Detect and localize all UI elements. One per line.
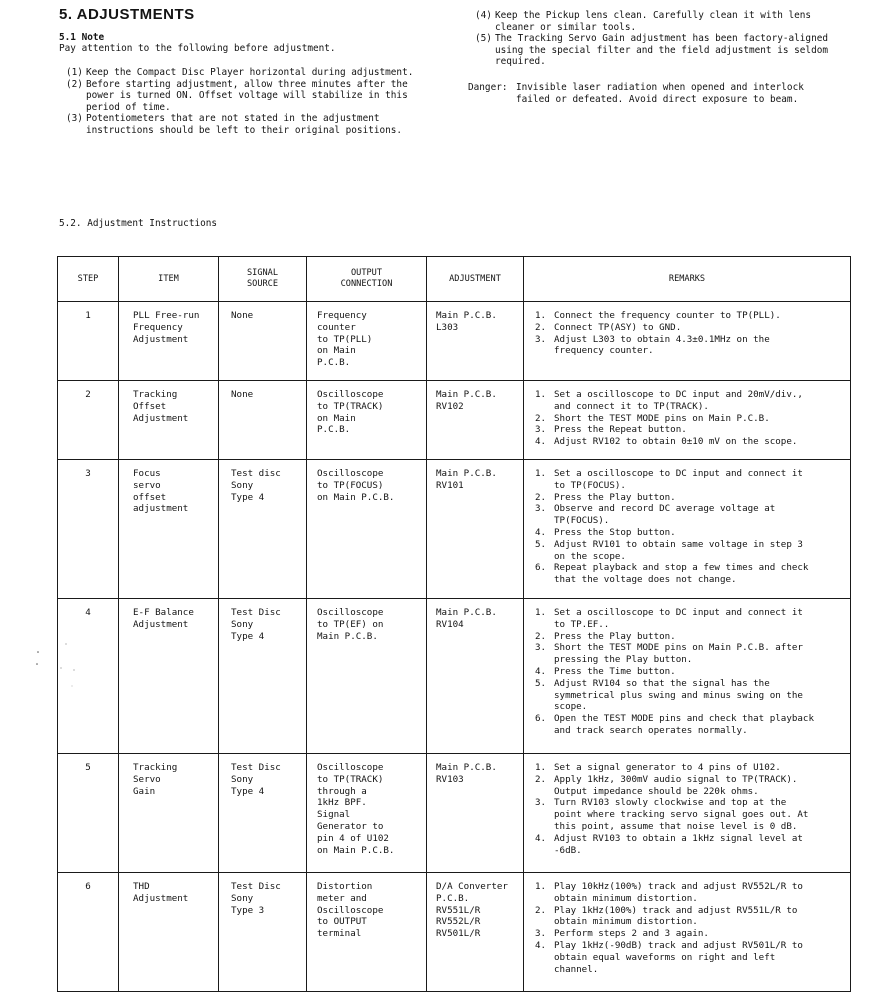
note-item-line: power is turned ON. Offset voltage will stabilize in this [86, 90, 408, 102]
output-connection-line: pin 4 of U102 [317, 832, 389, 844]
header-text: SIGNAL [246, 268, 279, 278]
header-text: ADJUSTMENT [449, 273, 501, 284]
remark-number: 6. [535, 713, 547, 725]
item-cell [119, 302, 219, 381]
output-connection-line: terminal [317, 928, 362, 940]
note-item-number: (5) [475, 33, 492, 45]
remark-line: Adjust RV104 so that the signal has the [554, 677, 770, 689]
remark-line: scope. [554, 701, 588, 713]
remark-number: 4. [535, 939, 547, 951]
output-connection-line: Oscilloscope [317, 762, 384, 773]
signal-source-line: Test disc [231, 468, 281, 479]
note-item-line: Potentiometers that are not stated in the adjustment [86, 113, 380, 125]
remark-item [535, 310, 844, 322]
output-connection-line: Frequency [317, 310, 367, 321]
output-connection-line: on Main P.C.B. [317, 491, 395, 503]
remark-line: obtain equal waveforms on right and left [554, 951, 776, 963]
remark-number: 1. [535, 310, 547, 321]
adjustment-line: Main P.C.B. [436, 762, 497, 773]
remark-line: Adjust RV101 to obtain same voltage in step 3 [554, 538, 803, 550]
item-line: Offset [133, 400, 167, 412]
output-connection-line: to TP(TRACK) [317, 400, 384, 412]
item-line: Adjustment [133, 412, 189, 424]
step-line: 6 [85, 881, 91, 892]
remark-line: to TP(FOCUS). [554, 479, 626, 491]
step-cell [58, 302, 119, 381]
item-line: Gain [133, 785, 156, 797]
output-connection-line: Signal [317, 809, 351, 821]
remark-line: -6dB. [554, 844, 582, 856]
item-line: Tracking [133, 389, 178, 400]
adjustment-table [57, 256, 851, 992]
output-connection-line: to TP(PLL) [317, 333, 373, 345]
remark-line: Apply 1kHz, 300mV audio signal to TP(TRACK). [554, 773, 798, 785]
item-line: Tracking [133, 762, 178, 773]
header-output-connection [307, 257, 427, 302]
note-item-line: period of time. [86, 101, 171, 113]
header-text: CONNECTION [340, 279, 393, 289]
item-line: Focus [133, 468, 161, 479]
step-cell [58, 754, 119, 873]
signal-source-cell [219, 599, 307, 754]
output-connection-line: through a [317, 785, 367, 797]
table-row [58, 302, 851, 381]
remark-number: 1. [535, 607, 547, 618]
header-text: ITEM [158, 273, 179, 284]
output-connection-line: to TP(TRACK) [317, 773, 384, 785]
remark-number: 5. [535, 677, 547, 689]
danger-line: failed or defeated. Avoid direct exposure to beam. [516, 93, 799, 105]
remark-item [535, 389, 844, 413]
output-connection-line: meter and [317, 892, 367, 904]
remark-line: Press the Time button. [554, 665, 676, 677]
signal-source-line: Type 3 [231, 904, 265, 916]
remark-line: to TP.EF.. [554, 618, 610, 630]
output-connection-line: Oscilloscope [317, 607, 384, 618]
note-item-number: (3) [66, 113, 83, 125]
remark-line: Play 10kHz(100%) track and adjust RV552L/R to [554, 881, 803, 892]
remarks-cell [524, 302, 851, 381]
adjustment-line: Main P.C.B. [436, 389, 497, 400]
signal-source-line: Sony [231, 479, 254, 491]
output-connection-cell [307, 754, 427, 873]
item-line: offset [133, 491, 167, 503]
note-item-line: Keep the Compact Disc Player horizontal during adjustment. [86, 67, 414, 78]
remark-line: Adjust L303 to obtain 4.3±0.1MHz on the [554, 333, 770, 345]
note-item [475, 33, 828, 68]
remark-item [535, 713, 844, 737]
note-intro: Pay attention to the following before adjustment. [59, 43, 336, 54]
output-connection-cell [307, 460, 427, 599]
table-row [58, 754, 851, 873]
remark-item [535, 413, 844, 425]
remark-number: 4. [535, 526, 547, 538]
output-connection-line: Oscilloscope [317, 468, 384, 479]
remark-item [535, 833, 844, 857]
remark-item [535, 424, 844, 436]
signal-source-line: Test Disc [231, 762, 281, 773]
remark-number: 2. [535, 412, 547, 424]
adjustment-line: P.C.B. [436, 892, 470, 904]
remark-line: Press the Repeat button. [554, 424, 687, 436]
step-line: 1 [85, 310, 91, 321]
adjustment-line: Main P.C.B. [436, 607, 497, 618]
remark-item [535, 607, 844, 631]
remark-number: 1. [535, 468, 547, 479]
output-connection-line: to OUTPUT [317, 916, 367, 928]
danger-notice [468, 82, 804, 105]
note-title: 5.1 Note [59, 32, 105, 43]
output-connection-line: counter [317, 321, 356, 333]
signal-source-line: None [231, 389, 254, 400]
remark-line: obtain minimum distortion. [554, 916, 698, 928]
remark-line: Adjust RV102 to obtain 0±10 mV on the scope. [554, 436, 798, 448]
remark-line: Play 1kHz(-90dB) track and adjust RV501L/R to [554, 939, 803, 951]
remark-item [535, 774, 844, 798]
adjustment-line: RV103 [436, 773, 464, 785]
remark-line: Connect the frequency counter to TP(PLL). [554, 310, 781, 321]
remark-number: 4. [535, 832, 547, 844]
remark-line: Press the Play button. [554, 491, 676, 503]
danger-text [516, 82, 804, 105]
step-cell [58, 460, 119, 599]
remarks-cell [524, 381, 851, 460]
note-item-line: Before starting adjustment, allow three minutes after the [86, 78, 408, 90]
scan-specks [34, 640, 84, 690]
note-item-line: instructions should be left to their original positions. [86, 124, 403, 136]
header-remarks [524, 257, 851, 302]
remark-line: Output impedance should be 220k ohms. [554, 785, 759, 797]
step-line: 4 [85, 607, 91, 618]
remark-item [535, 881, 844, 905]
item-line: PLL Free-run [133, 310, 200, 321]
signal-source-line: Type 4 [231, 630, 265, 642]
output-connection-line: 1kHz BPF. [317, 797, 367, 809]
remark-item [535, 436, 844, 448]
note-item-line: using the special filter and the field adjustment is seldom [495, 44, 829, 56]
remark-line: Observe and record DC average voltage at [554, 503, 776, 515]
remark-item [535, 928, 844, 940]
remark-number: 1. [535, 881, 547, 892]
header-text: OUTPUT [350, 268, 383, 278]
table-header-row [58, 257, 851, 302]
note-item-line: cleaner or similar tools. [495, 21, 637, 33]
adjustment-line: RV102 [436, 400, 464, 412]
signal-source-line: Type 4 [231, 491, 265, 503]
signal-source-line: Sony [231, 773, 254, 785]
remark-line: and connect it to TP(TRACK). [554, 400, 709, 412]
signal-source-cell [219, 302, 307, 381]
remark-line: that the voltage does not change. [554, 574, 737, 586]
adjustment-line: Main P.C.B. [436, 310, 497, 321]
item-line: Servo [133, 773, 161, 785]
remark-item [535, 322, 844, 334]
remark-line: this point, assume that noise level is 0 dB. [554, 820, 798, 832]
item-cell [119, 460, 219, 599]
remark-number: 2. [535, 773, 547, 785]
remark-line: Short the TEST MODE pins on Main P.C.B. after [554, 642, 803, 654]
remark-line: Short the TEST MODE pins on Main P.C.B. [554, 412, 770, 424]
adjustment-cell [427, 873, 524, 992]
remark-line: Set a oscilloscope to DC input and 20mV/div., [554, 389, 803, 400]
remark-line: Play 1kHz(100%) track and adjust RV551L/R to [554, 904, 798, 916]
signal-source-line: Test Disc [231, 881, 281, 892]
remark-line: channel. [554, 963, 599, 975]
note-item-line: Keep the Pickup lens clean. Carefully clean it with lens [495, 10, 812, 21]
remark-number: 1. [535, 389, 547, 400]
output-connection-line: P.C.B. [317, 424, 351, 436]
remark-line: Press the Stop button. [554, 526, 676, 538]
output-connection-line: on Main [317, 412, 356, 424]
remark-line: Set a signal generator to 4 pins of U102. [554, 762, 781, 773]
remark-item [535, 527, 844, 539]
danger-label: Danger: [468, 82, 508, 93]
remark-line: Press the Play button. [554, 630, 676, 642]
remarks-cell [524, 754, 851, 873]
item-line: Adjustment [133, 892, 189, 904]
remark-item [535, 562, 844, 586]
output-connection-cell [307, 302, 427, 381]
remark-line: Set a oscilloscope to DC input and connect it [554, 468, 803, 479]
adjustment-cell [427, 754, 524, 873]
remark-number: 4. [535, 665, 547, 677]
note-item [66, 67, 413, 79]
remark-line: Set a oscilloscope to DC input and connect it [554, 607, 803, 618]
adjustment-line: D/A Converter [436, 881, 508, 892]
remark-number: 3. [535, 797, 547, 809]
remarks-cell [524, 873, 851, 992]
header-text: STEP [77, 273, 99, 284]
signal-source-cell [219, 381, 307, 460]
remark-line: Open the TEST MODE pins and check that playback [554, 713, 814, 725]
remark-item [535, 631, 844, 643]
step-line: 5 [85, 762, 91, 773]
output-connection-line: on Main [317, 345, 356, 357]
remark-line: and track search operates normally. [554, 724, 748, 736]
remark-number: 3. [535, 642, 547, 654]
adjustment-line: RV552L/R [436, 916, 481, 928]
output-connection-cell [307, 381, 427, 460]
table-row [58, 381, 851, 460]
adjustment-line: L303 [436, 321, 459, 333]
signal-source-line: Sony [231, 618, 254, 630]
remark-number: 1. [535, 762, 547, 773]
item-line: THD [133, 881, 150, 892]
remark-line: Adjust RV103 to obtain a 1kHz signal level at [554, 832, 803, 844]
header-step [58, 257, 119, 302]
table-body [58, 302, 851, 992]
item-cell [119, 754, 219, 873]
remark-item [535, 940, 844, 975]
remarks-cell [524, 599, 851, 754]
output-connection-cell [307, 873, 427, 992]
adjustment-cell [427, 599, 524, 754]
remark-item [535, 762, 844, 774]
note-item-number: (4) [475, 10, 492, 21]
output-connection-line: to TP(EF) on [317, 618, 384, 630]
remark-number: 2. [535, 491, 547, 503]
remark-line: Perform steps 2 and 3 again. [554, 928, 709, 940]
item-line: Adjustment [133, 333, 189, 345]
remark-item [535, 666, 844, 678]
danger-line: Invisible laser radiation when opened and interlock [516, 82, 804, 93]
adjustment-line: RV104 [436, 618, 464, 630]
step-line: 2 [85, 389, 91, 400]
adjustment-line: RV101 [436, 479, 464, 491]
output-connection-line: Distortion [317, 881, 373, 892]
item-line: Frequency [133, 321, 183, 333]
remark-line: Repeat playback and stop a few times and check [554, 562, 809, 574]
adjustment-cell [427, 381, 524, 460]
step-cell [58, 873, 119, 992]
note-item [66, 113, 413, 136]
remark-number: 3. [535, 424, 547, 436]
note-list-left [66, 67, 413, 137]
output-connection-line: to TP(FOCUS) [317, 479, 384, 491]
signal-source-line: Sony [231, 892, 254, 904]
remark-number: 6. [535, 562, 547, 574]
table-row [58, 599, 851, 754]
output-connection-line: P.C.B. [317, 357, 351, 369]
signal-source-cell [219, 460, 307, 599]
output-connection-line: Oscilloscope [317, 389, 384, 400]
remark-line: obtain minimum distortion. [554, 892, 698, 904]
remark-item [535, 503, 844, 527]
remark-item [535, 678, 844, 713]
header-text: REMARKS [668, 273, 706, 284]
output-connection-line: Generator to [317, 820, 384, 832]
remark-line: Connect TP(ASY) to GND. [554, 321, 682, 333]
adjustment-line: RV551L/R [436, 904, 481, 916]
remark-line: on the scope. [554, 550, 626, 562]
adjustment-cell [427, 302, 524, 381]
output-connection-line: Oscilloscope [317, 904, 384, 916]
signal-source-line: Test Disc [231, 607, 281, 618]
item-cell [119, 599, 219, 754]
note-item-number: (1) [66, 67, 83, 78]
item-cell [119, 381, 219, 460]
remark-number: 2. [535, 904, 547, 916]
remark-number: 4. [535, 436, 547, 448]
output-connection-line: Main P.C.B. [317, 630, 378, 642]
step-cell [58, 381, 119, 460]
signal-source-cell [219, 754, 307, 873]
remark-item [535, 642, 844, 666]
header-item [119, 257, 219, 302]
remark-number: 3. [535, 333, 547, 345]
item-line: Adjustment [133, 618, 189, 630]
note-item-number: (2) [66, 78, 83, 90]
item-line: servo [133, 479, 161, 491]
remark-line: symmetrical plus swing and minus swing on the [554, 689, 803, 701]
remark-number: 3. [535, 928, 547, 940]
item-line: E-F Balance [133, 607, 194, 618]
table-row [58, 873, 851, 992]
adjustment-cell [427, 460, 524, 599]
signal-source-line: None [231, 310, 254, 321]
header-adjustment [427, 257, 524, 302]
step-line: 3 [85, 468, 91, 479]
remark-item [535, 539, 844, 563]
note-item [475, 10, 828, 33]
remark-item [535, 797, 844, 832]
item-cell [119, 873, 219, 992]
remark-line: TP(FOCUS). [554, 515, 610, 527]
header-signal-source [219, 257, 307, 302]
remark-number: 3. [535, 503, 547, 515]
output-connection-line: on Main P.C.B. [317, 844, 395, 856]
header-text: SOURCE [246, 279, 279, 289]
section-heading: 5. ADJUSTMENTS [59, 6, 195, 23]
note-item-line: The Tracking Servo Gain adjustment has been factory-aligned [495, 33, 829, 45]
output-connection-cell [307, 599, 427, 754]
remark-number: 2. [535, 321, 547, 333]
note-item [66, 79, 413, 114]
table-row [58, 460, 851, 599]
item-line: adjustment [133, 503, 189, 515]
adjustment-line: Main P.C.B. [436, 468, 497, 479]
remark-line: point where tracking servo signal goes out. At [554, 809, 809, 821]
signal-source-line: Type 4 [231, 785, 265, 797]
remark-number: 2. [535, 630, 547, 642]
remark-item [535, 492, 844, 504]
note-item-line: required. [495, 56, 546, 68]
remark-number: 5. [535, 538, 547, 550]
adjustment-line: RV501L/R [436, 928, 481, 940]
instructions-title: 5.2. Adjustment Instructions [59, 218, 218, 229]
remark-item [535, 468, 844, 492]
remark-line: Turn RV103 slowly clockwise and top at the [554, 797, 787, 809]
remark-item [535, 905, 844, 929]
remarks-cell [524, 460, 851, 599]
note-list-right [475, 10, 828, 68]
remark-item [535, 334, 844, 358]
remark-line: pressing the Play button. [554, 654, 693, 666]
signal-source-cell [219, 873, 307, 992]
remark-line: frequency counter. [554, 345, 654, 357]
